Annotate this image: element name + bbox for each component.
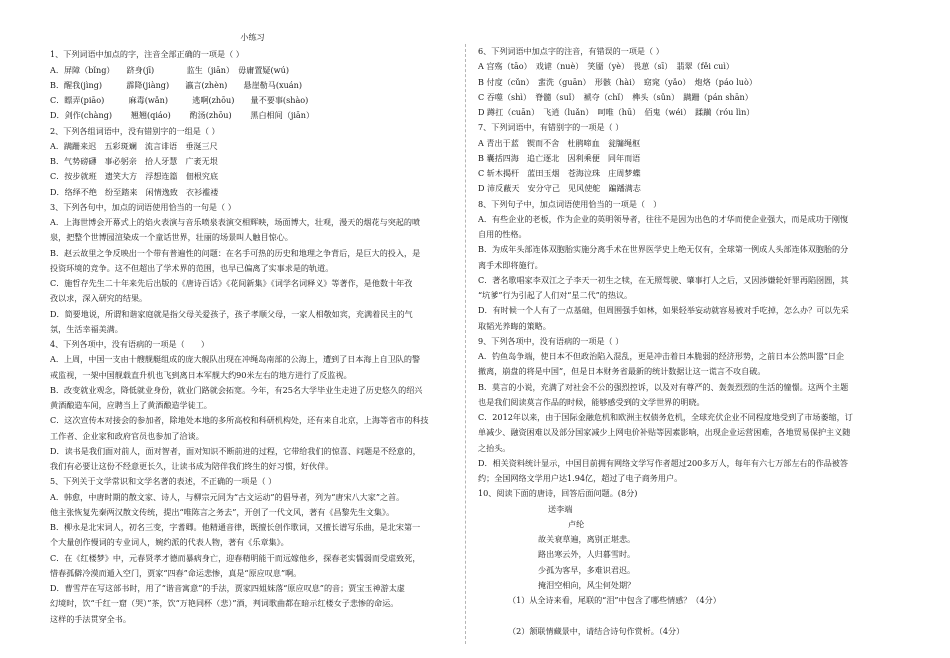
text-line: 7、下列词语中，有错别字的一项是（ ） xyxy=(478,122,624,133)
text-line: D．络绎不绝 纷至踏来 闲情逸致 衣衫褴褛 xyxy=(50,186,219,197)
text-line: 离手术即将施行。 xyxy=(478,259,543,270)
text-line: A．屏障（bǐng） 跻身(jī) 监生（jiān） 毋庸置疑(wú) xyxy=(50,64,289,75)
text-line: D．简要地说，所谓和谐家庭就是指父母关爱孩子，孩子孝顺父母，一家人相敬如宾，充满着民主的气 xyxy=(50,308,413,319)
text-line: A．韩愈，中唐时期的散文家、诗人，与柳宗元同为“古文运动”的倡导者，列为“唐宋八大家”之首。 xyxy=(50,491,405,502)
text-line: 6、下列词语中加点字的注音，有错误的一项是（ ） xyxy=(478,46,664,56)
text-line: 取韬光养晦的策略。 xyxy=(478,320,551,331)
right-question-list xyxy=(478,44,898,502)
text-line: C．按步就班 遗笑大方 浮想连篇 佃根究底 xyxy=(50,171,219,182)
left-column xyxy=(50,32,455,627)
text-line: 约；全国网络文学用户达1.94亿，超过了电子商务用户。 xyxy=(478,473,683,483)
page-title: 小练习 xyxy=(240,32,265,42)
text-line: 2、下列各组词语中，没有错别字的一组是（ ） xyxy=(50,125,220,136)
text-line: D．相关资料统计显示，中国目前拥有网络文学写作者超过200多万人，每年有六七万部左右的作品被答 xyxy=(478,457,848,468)
right-column xyxy=(478,44,898,640)
text-line: 也是我们阅读莫言作品的时候，能够感受到的文学世界的明晓。 xyxy=(478,396,705,407)
text-line: 泉，把整个世博园渲染成一个童话世界，壮丽的场景叫人触目惊心。 xyxy=(50,232,293,243)
text-line: B 囊括四海 追亡逐北 因利乘便 同年而语 xyxy=(478,152,641,163)
text-line: B．莫言的小说，充满了对社会不公的强烈控诉，以及对有尊严的、轰轰烈烈的生活的憧憬。这两个主题 xyxy=(478,381,849,392)
text-line: 故关衰草遍，离别正堪悲。 xyxy=(538,534,636,544)
poem-body xyxy=(478,532,898,593)
text-line: 黄酒酿造车间，应聘当上了黄酒酿造学徒工。 xyxy=(50,400,212,410)
text-line: D．曹雪芹在写这部书时，用了“谐音寓意”的手法，贾家四姐妹落“原应叹息”的音；贾宝玉神游太虚 xyxy=(50,583,405,593)
text-line: C．施哲存先生二十年来先后出版的《唐诗百话》《花间新集》《词学名词释义》等著作，是他数十年孜 xyxy=(50,278,413,288)
text-line: 10、阅读下面的唐诗，回答后面问题。(8分) xyxy=(478,488,638,499)
text-line: 3、下列各句中，加点的词语使用恰当的一句是（ ） xyxy=(50,201,236,212)
text-line: 9、下列各项中，没有语病的一项是（ ） xyxy=(478,335,624,346)
text-line: C．2012年以来，由于国际金融危机和欧洲主权债务危机，全球充伏企业不同程度地受到了市场萎缩，订 xyxy=(478,412,853,422)
text-line: 这样的手法贯穿全书。 xyxy=(50,613,131,624)
poem-title: 送李端 xyxy=(548,503,573,514)
text-line: B 付度（cǔn） 蜚洗（guān） 形骸（hài） 窈窕（yǎo） 炮烙（páo luò） xyxy=(478,76,757,87)
text-line: 我们有必要让这份不经意更长久，让读书成为陪伴我们终生的好习惯，好伙伴。 xyxy=(50,461,334,471)
text-line: A．上海世博会开幕式上的焰火表演与音乐喷泉表演交相辉映，场面博大，壮观，漫天的烟花与突起的喷 xyxy=(50,217,421,227)
text-line: 个大量创作慢词的专业词人，婉约派的代表人物，著有《乐章集》。 xyxy=(50,537,289,548)
text-line: A．上周，中国一支由十艘舰艇组成的庞大舰队出现在冲绳岛南部的公海上，遭到了日本海上自卫队的警 xyxy=(50,354,421,365)
text-line: 撤离，崩盘的将是中国”，但是日本财务省最新的统计数据让这一谎言不攻自破。 xyxy=(478,366,766,377)
column-divider xyxy=(465,44,466,644)
text-line: D 蹲扛（cuān） 飞逍（luǎn） 呵唯（hū） 佰鬼（wéi） 蹂躏（róu lìn） xyxy=(478,107,755,117)
text-line: B．气势磅礴 事必躬亲 拾人牙慧 广袤无垠 xyxy=(50,156,218,166)
text-line: A 宫殇（tāo） 戏谑（nuè） 笑靥（yè） 畏葸（sī） 翡翠（fěi cuì） xyxy=(478,61,735,72)
text-line: 掩泪空相向，风尘何处期？ xyxy=(538,579,636,590)
text-line: D．有时候一个人有了一点基础，但周围强手如林，如果轻举妄动就容易被对手吃掉，怎么办？可以先采 xyxy=(478,305,849,316)
text-line: D．读书是我们面对前人，面对智者，面对知识不断前进的过程，它带给我们的惊喜、问题是不经意的， xyxy=(50,445,421,456)
text-line: 孜以求，深入研究的结果。 xyxy=(50,293,148,304)
question-10-part-1: （1）从全诗来看，尾联的“泪”中包含了哪些情感？（4分） xyxy=(508,595,721,605)
text-line: 幻境时，饮“千红一窟（哭）”茶，饮“万艳同杯（悲）”酒，判词歌曲都在暗示红楼女子悲惨的命运。 xyxy=(50,598,399,609)
text-line: B．改变就业观念，降低就业身份，就业门路就会拓宽。今年，有25名大学毕业生走进了历史悠久的绍兴 xyxy=(50,384,423,395)
text-line: 戒监视，一架中国舰载直升机也飞到离日本军舰大约90米左右的地方进行了反监视。 xyxy=(50,369,352,380)
text-line: B．柳永是北宋词人，初名三变，字耆卿。他精通音律，既擅长创作歌词，又擅长谱写乐曲，是北宋第一 xyxy=(50,522,421,532)
text-line: B．赵云故里之争反映出一个带有普遍性的问题：在名手可热的历史和地理之争背后，是巨大的投入，是 xyxy=(50,247,421,258)
text-line: “坑爹”行为引起了人们对“星二代”的热议。 xyxy=(478,290,633,300)
text-line: 氛，生活幸福美满。 xyxy=(50,323,123,334)
text-line: B．为成年头部连体双胞胎实施分离手术在世界医学史上绝无仅有，全球第一例成人头部连体双胞胎的分 xyxy=(478,244,849,255)
text-line: B．醒我(jìng) 霹降(jiàng) 瀛言(zhèn) 悬崖勒马(xuán) xyxy=(50,79,303,90)
poem-author: 卢纶 xyxy=(568,518,585,529)
answer-space xyxy=(478,608,898,624)
left-question-list xyxy=(50,47,455,627)
text-line: 少孤为客早，多难识君迟。 xyxy=(538,564,636,575)
question-10-part-2: （2）颔联情藏景中，请结合诗句作赏析。（4分） xyxy=(508,626,685,637)
text-line: 路出寒云外，人归暮雪时。 xyxy=(538,549,636,560)
text-line: C．著名歌唱家李双江之子李天一初生之犊，在无照驾驶、肇事打人之后，又因涉嫌轮奸罪再陷囹圄，其 xyxy=(478,274,849,285)
text-line: 1、下列词语中加点的字，注音全部正确的一项是（ ） xyxy=(50,49,244,60)
text-line: A．钓鱼岛争端，使日本不但政治陷入混乱，更是冲击着日本脆弱的经济形势，之前日本公然叫嚣“日企 xyxy=(478,351,845,361)
text-line: C．在《红楼梦》中，元春贤孝才德而暴病身亡，迎春精明能干而远嫁他乡，探春老实懦弱而受虐致死， xyxy=(50,552,421,563)
text-line: 他主张恢复先秦两汉散文传统，提出“唯陈言之务去”，开创了一代文风，著有《昌黎先生文集》。 xyxy=(50,506,395,517)
text-line: C．这次宣传本对接会的参加者，除地处本地的多所高校和科研机构处，还有来自北京，上海等省市的科技 xyxy=(50,415,429,426)
text-line: 工作者、企业家和政府官员也参加了洽谈。 xyxy=(50,430,204,441)
text-line: 惜春孤僻冷漠而遁入空门，贾家“四春”命运悲惨，真是“原应叹息”啊。 xyxy=(50,567,302,578)
text-line: A 青出于蓝 锲而不舍 杜鹃啼血 瓮牖绳枢 xyxy=(478,137,641,148)
text-line: 投资环境的竞争。这不但超出了学术界的范围，也早已偏离了实事求是的轨道。 xyxy=(50,262,334,273)
text-line: 之抬头。 xyxy=(478,442,511,453)
text-line: A．有些企业的老板，作为企业的英明领导者，往往不是因为出色的才华而使企业强大，而是成功于刚愎 xyxy=(478,213,849,224)
text-line: 单减少、融资困难以及部分国家减少上网电价补贴等因素影响，出现企业运营困难，各地贸易保护主义随 xyxy=(478,427,851,438)
text-line: 5、下列关于文学常识和文学名著的表述，不正确的一项是（ ） xyxy=(50,476,277,487)
text-line: C 吞噬（shì） 脊髓（suǐ） 褫夺（chǐ） 榫头（sǔn） 蹒跚（pán shān） xyxy=(478,91,753,102)
text-line: D 沛反蔽天 安分守己 见风使舵 蹁蹯满志 xyxy=(478,183,641,194)
text-line: C 斩木揭杆 蓝田玉烟 苍海泣珠 庄周梦蝶 xyxy=(478,168,641,178)
text-line: 自用的性格。 xyxy=(478,229,527,239)
text-line: A．蹒跚来迟 五彩斑斓 流言诽语 垂涎三尺 xyxy=(50,140,218,151)
text-line: D．剑作(chàng) 翘翘(qiáo) 酌汤(zhōu) 黑白相间（jiān） xyxy=(50,110,315,121)
text-line: 8、下列句子中，加点词语使用恰当的一项是（ ） xyxy=(478,198,662,209)
text-line: C．瞟弄(piāo) 麻毒(wǎn) 逃啊(zhōu) 量不要事(shào) xyxy=(50,95,309,105)
text-line: 4、下列各项中，没有语病的一项是（ ） xyxy=(50,339,209,349)
